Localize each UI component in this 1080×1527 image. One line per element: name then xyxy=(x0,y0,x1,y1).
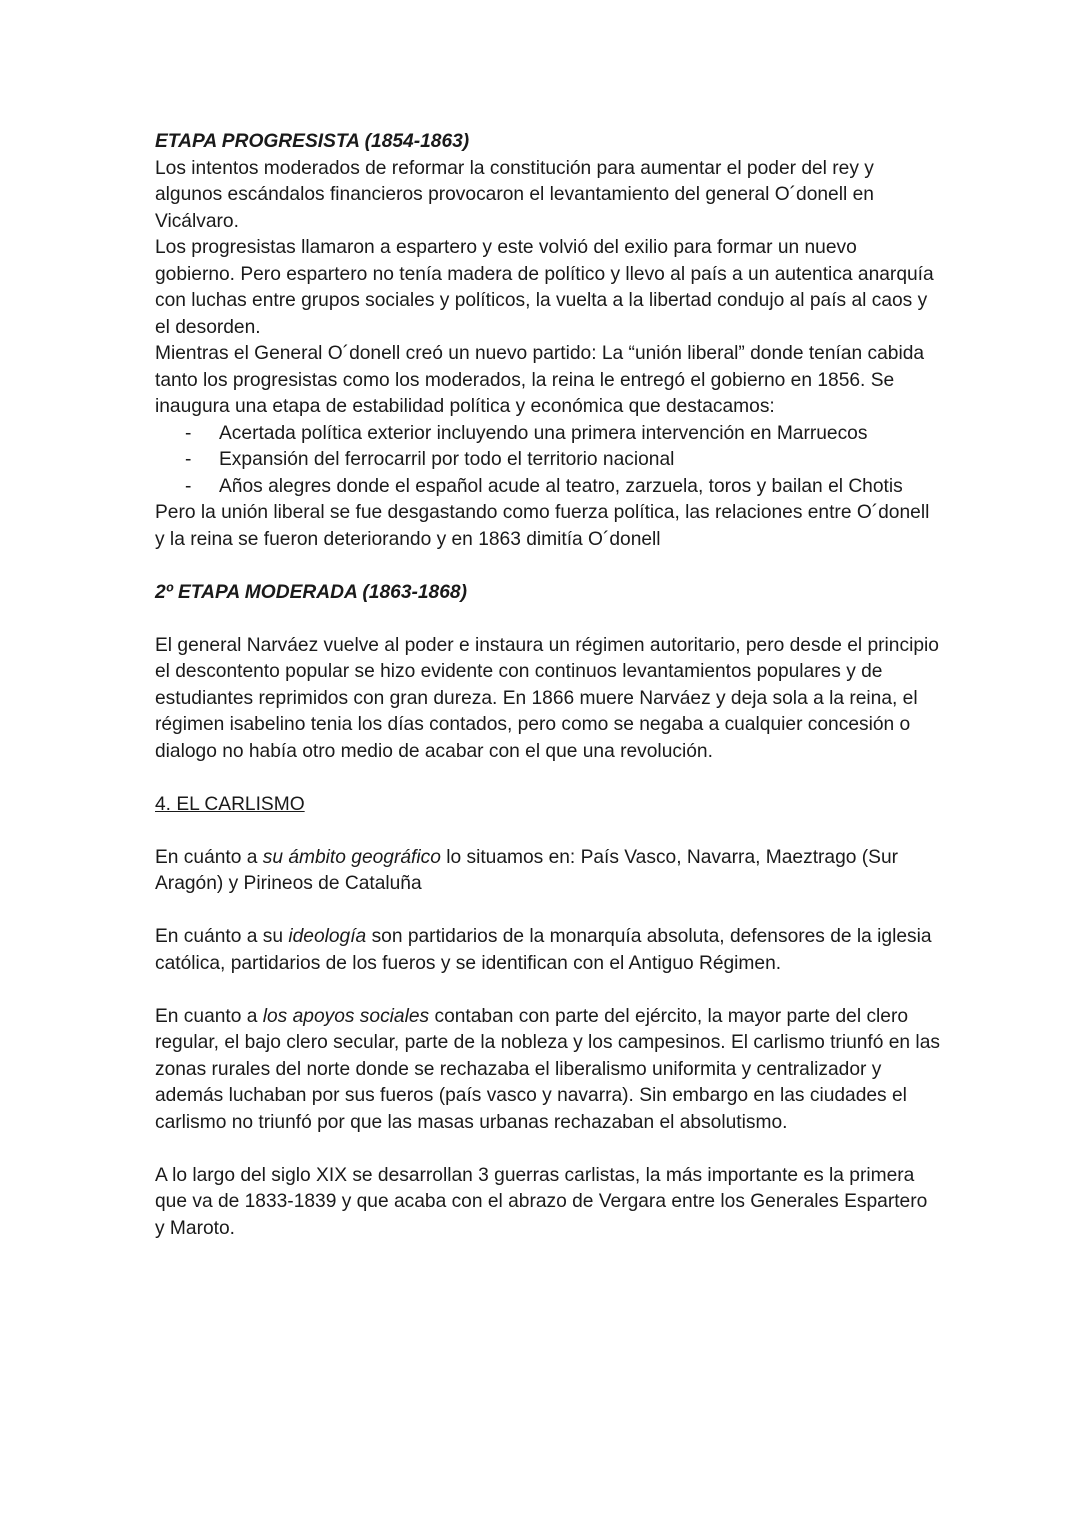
list-item: - Acertada política exterior incluyendo una primera intervención en Marruecos xyxy=(185,422,868,444)
paragraph: Mientras el General O´donell creó un nuevo partido: La “unión liberal” donde tenían cabida tanto los progresistas como los moderados, la reina le entregó el gobierno en 1856. Se inaugura una etapa de estabilidad política y económica que destacamos: xyxy=(155,343,925,417)
paragraph: Los intentos moderados de reformar la constitución para aumentar el poder del rey y algunos escándalos financieros provocaron el levantamiento del general O´donell en Vicálvaro. xyxy=(155,157,874,232)
section-heading-carlismo: 4. EL CARLISMO xyxy=(155,793,305,815)
list-item-text: Expansión del ferrocarril por todo el territorio nacional xyxy=(219,449,675,470)
paragraph: Los progresistas llamaron a espartero y este volvió del exilio para formar un nuevo gobierno. Pero espartero no tenía madera de político y llevo al país a un autentica anarquía con luchas entre grupos sociales y políticos, la vuelta a la libertad condujo al país al caos y el desorden. xyxy=(155,237,934,338)
emphasis: ideología xyxy=(288,926,367,947)
paragraph-apoyos: En cuanto a los apoyos sociales contaban con parte del ejército, la mayor parte del clero regular, el bajo clero secular, parte de la nobleza y los campesinos. El carlismo triunfó en las zonas rurales del norte donde se rechazaba el liberalismo uniformita y centralizador y además luchaban por sus fueros (país vasco y navarra). Sin embargo en las ciudades el carlismo no triunfó por que las masas urbanas rechazaban el absolutismo. xyxy=(155,1005,940,1133)
list-item: - Expansión del ferrocarril por todo el territorio nacional xyxy=(185,449,675,470)
paragraph: A lo largo del siglo XIX se desarrollan 3 guerras carlistas, la más importante es la primera que va de 1833-1839 y que acaba con el abrazo de Vergara entre los Generales Espartero y Maroto. xyxy=(155,1164,928,1239)
bullet-list xyxy=(155,421,940,501)
list-item-text: Años alegres donde el español acude al teatro, zarzuela, toros y bailan el Chotis xyxy=(219,475,903,497)
paragraph-ideologia: En cuánto a su ideología son partidarios de la monarquía absoluta, defensores de la iglesia católica, partidarios de los fueros y se identifican con el Antiguo Régimen. xyxy=(155,926,932,974)
emphasis: los apoyos sociales xyxy=(262,1005,430,1027)
paragraph: El general Narváez vuelve al poder e instaura un régimen autoritario, pero desde el principio el descontento popular se hizo evidente con continuos levantamientos populares y de estudiantes reprimidos con gran dureza. En 1866 muere Narváez y deja sola a la reina, el régimen isabelino tenia los días contados, pero como se negaba a cualquier concesión o dialogo no había otro medio de acabar con el que una revolución. xyxy=(155,634,939,762)
emphasis: su ámbito geográfico xyxy=(262,846,441,868)
list-item-text: Acertada política exterior incluyendo una primera intervención en Marruecos xyxy=(219,422,868,444)
list-item: - Años alegres donde el español acude al teatro, zarzuela, toros y bailan el Chotis xyxy=(185,475,903,497)
paragraph-geografia: En cuánto a su ámbito geográfico lo situamos en: País Vasco, Navarra, Maeztrago (Sur Aragón) y Pirineos de Cataluña xyxy=(155,846,899,894)
section-heading-moderada: 2º ETAPA MODERADA (1863-1868) xyxy=(155,581,467,603)
section-heading-progresista: ETAPA PROGRESISTA (1854-1863) xyxy=(155,131,470,152)
document-body xyxy=(155,129,940,1242)
paragraph: Pero la unión liberal se fue desgastando como fuerza política, las relaciones entre O´donell y la reina se fueron deteriorando y en 1863 dimitía O´donell xyxy=(155,502,930,550)
